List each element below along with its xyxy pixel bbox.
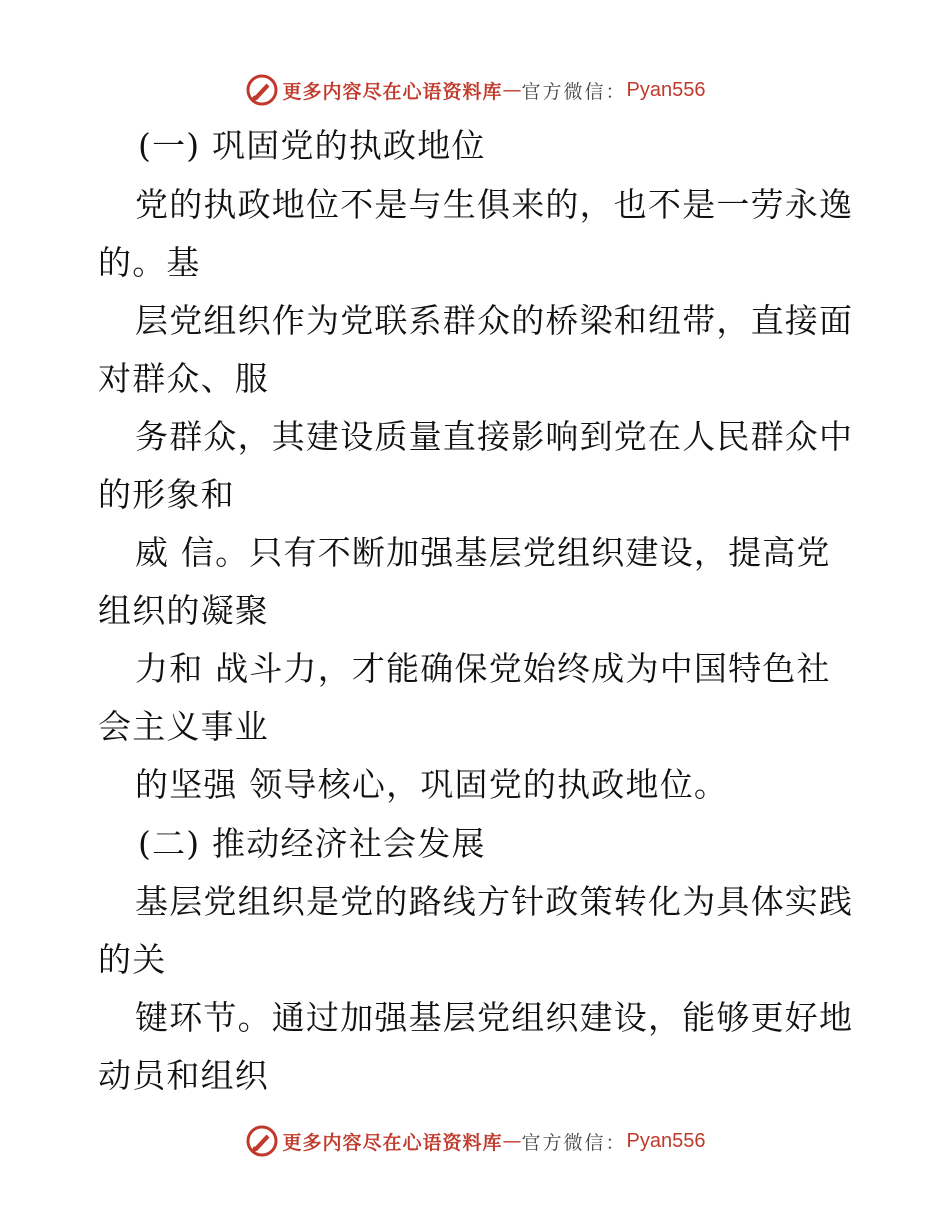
paragraph-line: 键环节。通过加强基层党组织建设，能够更好地	[135, 998, 854, 1037]
paragraph-line: 力和 战斗力，才能确保党始终成为中国特色社	[135, 649, 831, 688]
banner-wechat-label: 官方微信：	[521, 80, 627, 103]
paragraph-line: 对群众、服	[98, 359, 269, 398]
banner-title: 更多内容尽在心语资料库	[282, 80, 503, 103]
paragraph-line: 会主义事业	[98, 707, 269, 746]
banner-separator: —	[502, 1130, 522, 1152]
banner-wechat-id: Pyan556	[626, 78, 706, 101]
paragraph-line: 层党组织作为党联系群众的桥梁和纽带，直接面	[135, 301, 854, 340]
header-banner	[0, 70, 950, 110]
paragraph-line: 党的执政地位不是与生俱来的，也不是一劳永逸	[135, 185, 854, 224]
paragraph-line: 基层党组织是党的路线方针政策转化为具体实践	[135, 882, 854, 921]
paragraph-line: 的关	[98, 940, 167, 979]
paragraph-line: 的。基	[98, 243, 201, 282]
banner-wechat-label: 官方微信：	[521, 1131, 627, 1154]
paragraph-line: 的形象和	[98, 475, 235, 514]
paragraph-line: 的坚强 领导核心，巩固党的执政地位。	[135, 765, 729, 804]
pen-logo-icon	[245, 73, 279, 107]
banner-separator: —	[502, 79, 522, 101]
pen-logo-icon	[245, 1124, 279, 1158]
section-heading-2: (二) 推动经济社会发展	[138, 824, 486, 863]
paragraph-line: 组织的凝聚	[98, 591, 269, 630]
banner-title: 更多内容尽在心语资料库	[282, 1131, 503, 1154]
paragraph-line: 务群众，其建设质量直接影响到党在人民群众中	[135, 417, 854, 456]
paragraph-line: 动员和组织	[98, 1056, 269, 1095]
paragraph-line: 威 信。只有不断加强基层党组织建设，提高党	[135, 533, 831, 572]
banner-wechat-id: Pyan556	[626, 1129, 706, 1152]
section-heading-1: (一) 巩固党的执政地位	[138, 126, 486, 165]
footer-banner	[0, 1121, 950, 1161]
